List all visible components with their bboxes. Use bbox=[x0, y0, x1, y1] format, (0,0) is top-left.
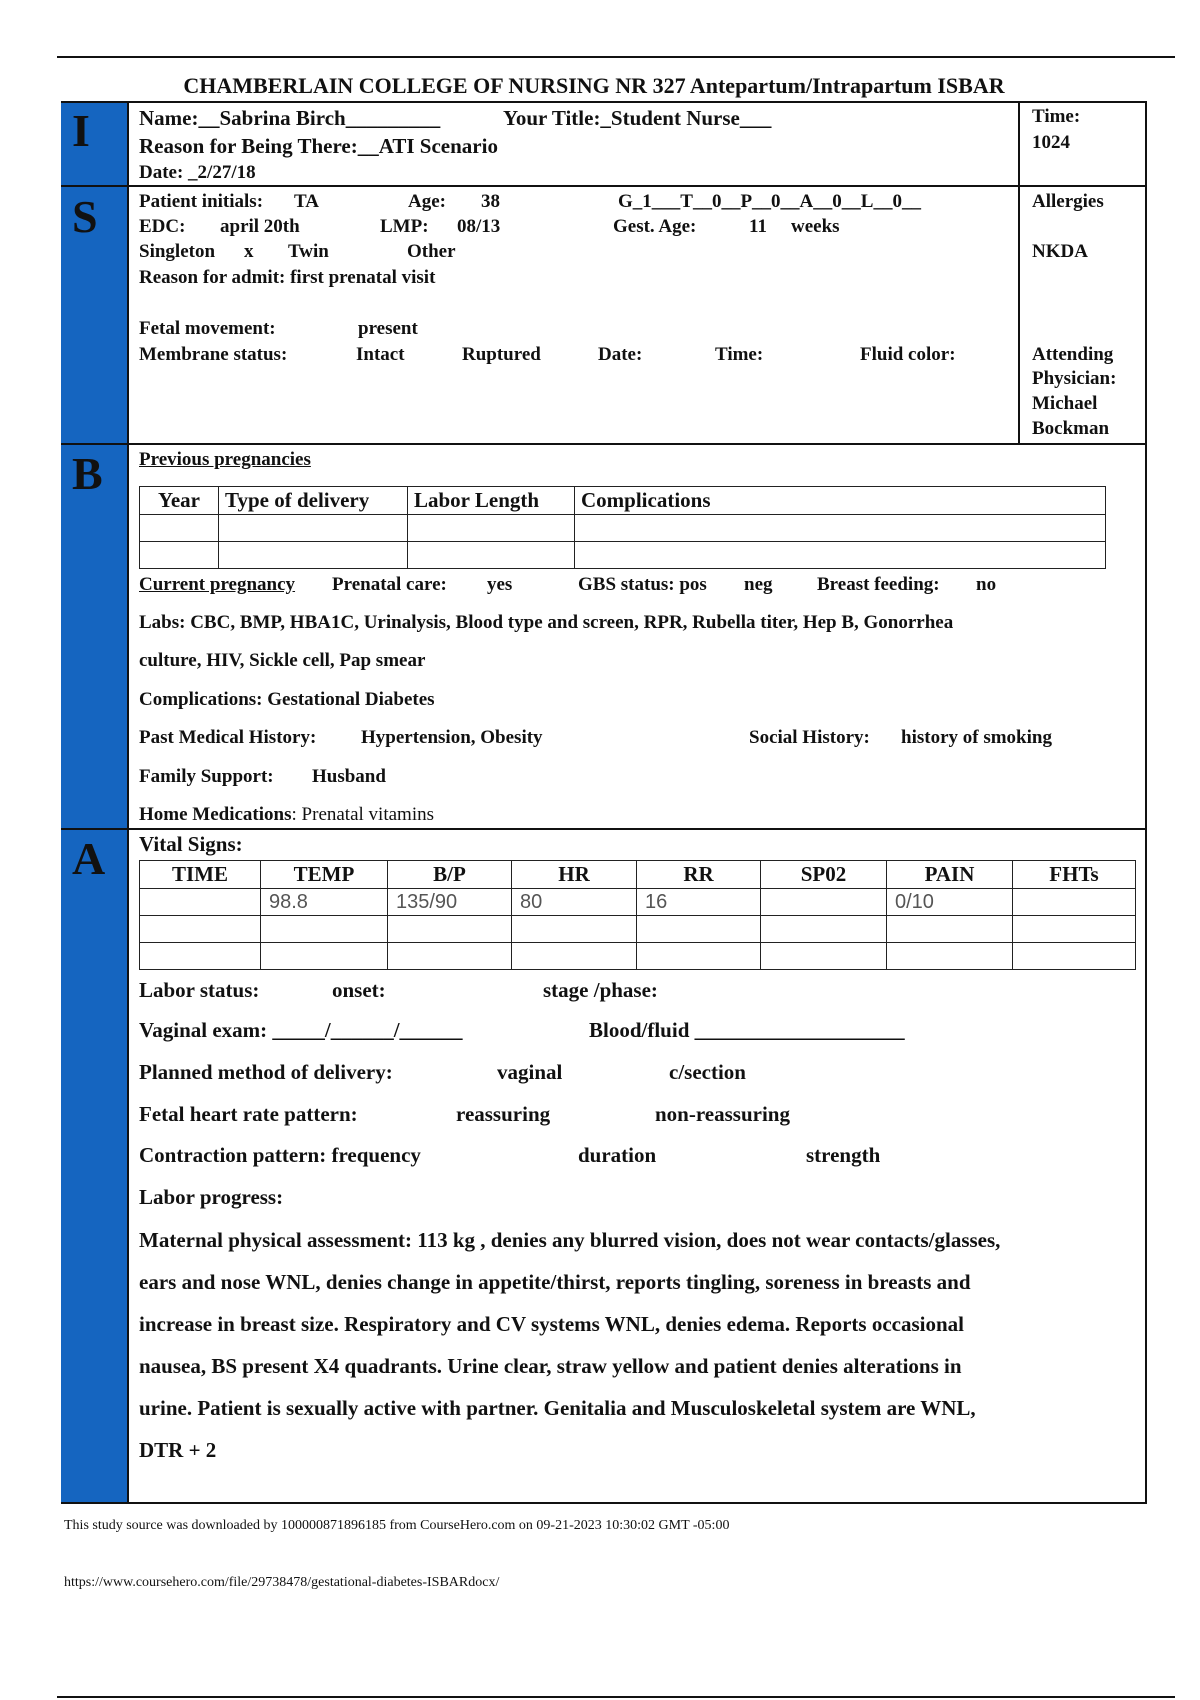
age-value: 38 bbox=[481, 191, 500, 212]
singleton-label: Singleton bbox=[139, 241, 216, 262]
table-row bbox=[140, 889, 1136, 916]
gbs-neg: neg bbox=[744, 574, 773, 595]
fetal-movement-label: Fetal movement: bbox=[139, 318, 276, 339]
complications-line: Complications: Gestational Diabetes bbox=[139, 689, 435, 710]
pmh-value: Hypertension, Obesity bbox=[361, 727, 543, 748]
membrane-label: Membrane status: bbox=[139, 344, 288, 365]
csection-option: c/section bbox=[669, 1060, 746, 1084]
your-title-line: Your Title:_Student Nurse___ bbox=[503, 106, 772, 130]
strength-label: strength bbox=[806, 1143, 881, 1167]
reason-line: Reason for Being There:__ATI Scenario bbox=[139, 134, 498, 158]
table-row bbox=[140, 542, 1106, 569]
top-rule bbox=[57, 56, 1175, 58]
vital-hr: 80 bbox=[512, 889, 637, 916]
social-history-label: Social History: bbox=[749, 727, 870, 748]
fhr-pattern-label: Fetal heart rate pattern: bbox=[139, 1102, 358, 1126]
lmp-value: 08/13 bbox=[457, 216, 501, 237]
family-support-label: Family Support: bbox=[139, 766, 274, 787]
time-label: Time: bbox=[1032, 106, 1081, 127]
prenatal-care-label: Prenatal care: bbox=[332, 574, 447, 595]
gbs-status: GBS status: pos bbox=[578, 574, 707, 595]
membrane-date-label: Date: bbox=[598, 344, 643, 365]
table-row bbox=[140, 916, 1136, 943]
home-meds-label: Home Medications bbox=[139, 804, 292, 825]
gest-age-unit: weeks bbox=[791, 216, 840, 237]
col-bp: B/P bbox=[388, 861, 512, 889]
labor-progress-label: Labor progress: bbox=[139, 1185, 284, 1209]
initials-label: Patient initials: bbox=[139, 191, 264, 212]
col-pain: PAIN bbox=[887, 861, 1013, 889]
singleton-mark: x bbox=[244, 241, 254, 262]
prenatal-care-value: yes bbox=[487, 574, 513, 595]
col-rr: RR bbox=[637, 861, 761, 889]
vital-bp: 135/90 bbox=[388, 889, 512, 916]
blood-fluid-line: Blood/fluid ____________________ bbox=[589, 1018, 905, 1042]
col-complications: Complications bbox=[575, 487, 1106, 515]
non-reassuring-option: non-reassuring bbox=[655, 1102, 790, 1126]
onset-label: onset: bbox=[332, 978, 386, 1002]
other-label: Other bbox=[407, 241, 456, 262]
maternal-line: DTR + 2 bbox=[139, 1438, 217, 1462]
maternal-line: Maternal physical assessment: 113 kg , denies any blurred vision, does not wear contacts/glasses, bbox=[139, 1228, 1001, 1252]
divider-i-s bbox=[61, 185, 1147, 187]
breast-feeding-label: Breast feeding: bbox=[817, 574, 940, 595]
section-bar-i bbox=[61, 103, 127, 185]
section-bar-a bbox=[61, 830, 127, 1502]
physician-first: Michael bbox=[1032, 393, 1098, 414]
fetal-movement-value: present bbox=[358, 318, 418, 339]
home-medications-line bbox=[139, 804, 434, 826]
stage-phase-label: stage /phase: bbox=[543, 978, 658, 1002]
date-line: Date: _2/27/18 bbox=[139, 162, 256, 183]
maternal-line: increase in breast size. Respiratory and CV systems WNL, denies edema. Reports occasional bbox=[139, 1312, 964, 1336]
vaginal-exam-line: Vaginal exam: _____/______/______ bbox=[139, 1018, 463, 1042]
vitals-header-row bbox=[140, 861, 1136, 889]
col-year: Year bbox=[140, 487, 219, 515]
vital-rr: 16 bbox=[637, 889, 761, 916]
vital-signs-table bbox=[139, 860, 1136, 970]
section-bar-b bbox=[61, 445, 127, 828]
vital-pain: 0/10 bbox=[887, 889, 1013, 916]
initials-value: TA bbox=[294, 191, 319, 212]
pmh-label: Past Medical History: bbox=[139, 727, 317, 748]
bottom-rule bbox=[57, 1696, 1175, 1698]
maternal-line: urine. Patient is sexually active with partner. Genitalia and Musculoskeletal system are WNL, bbox=[139, 1396, 976, 1420]
family-support-value: Husband bbox=[312, 766, 386, 787]
edc-value: april 20th bbox=[220, 216, 300, 237]
age-label: Age: bbox=[408, 191, 446, 212]
name-line: Name:__Sabrina Birch_________ bbox=[139, 106, 441, 130]
social-history-value: history of smoking bbox=[901, 727, 1052, 748]
letter-s: S bbox=[72, 191, 98, 242]
page-title: CHAMBERLAIN COLLEGE OF NURSING NR 327 Antepartum/Intrapartum ISBAR bbox=[183, 73, 1005, 98]
current-pregnancy-title: Current pregnancy bbox=[139, 574, 296, 595]
divider-s-b bbox=[61, 443, 1147, 445]
reassuring-option: reassuring bbox=[456, 1102, 551, 1126]
allergies-value: NKDA bbox=[1032, 241, 1088, 262]
table-header-row bbox=[140, 487, 1106, 515]
previous-pregnancies-table bbox=[139, 486, 1106, 569]
allergies-label: Allergies bbox=[1032, 191, 1104, 212]
vital-spo2 bbox=[761, 889, 887, 916]
gest-age-value: 11 bbox=[749, 216, 767, 237]
twin-label: Twin bbox=[288, 241, 329, 262]
col-spo2: SP02 bbox=[761, 861, 887, 889]
membrane-time-label: Time: bbox=[715, 344, 764, 365]
col-fhts: FHTs bbox=[1013, 861, 1136, 889]
letter-i: I bbox=[72, 105, 90, 156]
physician-label-1: Attending bbox=[1032, 344, 1114, 365]
physician-label-2: Physician: bbox=[1032, 368, 1117, 389]
lmp-label: LMP: bbox=[380, 216, 429, 237]
col-labor-length: Labor Length bbox=[408, 487, 575, 515]
gtpal-line: G_1___T__0__P__0__A__0__L__0__ bbox=[618, 191, 921, 212]
contraction-pattern-label: Contraction pattern: frequency bbox=[139, 1143, 421, 1167]
duration-label: duration bbox=[578, 1143, 657, 1167]
vital-signs-title: Vital Signs: bbox=[139, 832, 243, 856]
fluid-color-label: Fluid color: bbox=[860, 344, 956, 365]
reason-admit: Reason for admit: first prenatal visit bbox=[139, 267, 436, 288]
source-url[interactable]: https://www.coursehero.com/file/29738478/gestational-diabetes-ISBARdocx/ bbox=[64, 1575, 500, 1590]
vital-temp: 98.8 bbox=[261, 889, 388, 916]
table-row bbox=[140, 943, 1136, 970]
vital-fhts bbox=[1013, 889, 1136, 916]
maternal-line: ears and nose WNL, denies change in appetite/thirst, reports tingling, soreness in breasts and bbox=[139, 1270, 971, 1294]
vaginal-option: vaginal bbox=[497, 1060, 563, 1084]
labs-line-2: culture, HIV, Sickle cell, Pap smear bbox=[139, 650, 426, 671]
download-notice: This study source was downloaded by 100000871896185 from CourseHero.com on 09-21-2023 10:30:02 GMT -05:00 bbox=[64, 1518, 730, 1533]
col-type-of-delivery: Type of delivery bbox=[219, 487, 408, 515]
col-temp: TEMP bbox=[261, 861, 388, 889]
maternal-line: nausea, BS present X4 quadrants. Urine clear, straw yellow and patient denies alterations in bbox=[139, 1354, 962, 1378]
right-column-divider bbox=[1018, 101, 1020, 444]
ruptured-option: Ruptured bbox=[462, 344, 541, 365]
labor-status-label: Labor status: bbox=[139, 978, 260, 1002]
labs-line-1: Labs: CBC, BMP, HBA1C, Urinalysis, Blood type and screen, RPR, Rubella titer, Hep B, Gonorrhea bbox=[139, 612, 954, 633]
home-meds-value: : Prenatal vitamins bbox=[291, 804, 434, 825]
edc-label: EDC: bbox=[139, 216, 186, 237]
breast-feeding-value: no bbox=[976, 574, 997, 595]
table-row bbox=[140, 515, 1106, 542]
gest-age-label: Gest. Age: bbox=[613, 216, 697, 237]
time-value: 1024 bbox=[1032, 132, 1070, 153]
col-time: TIME bbox=[140, 861, 261, 889]
letter-a: A bbox=[72, 833, 106, 884]
divider-b-a bbox=[61, 828, 1147, 830]
maternal-assessment bbox=[139, 1219, 1139, 1471]
intact-option: Intact bbox=[356, 344, 405, 365]
letter-b: B bbox=[72, 448, 103, 499]
previous-pregnancies-title: Previous pregnancies bbox=[139, 449, 311, 470]
bar-divider bbox=[127, 101, 129, 1504]
planned-delivery-label: Planned method of delivery: bbox=[139, 1060, 393, 1084]
col-hr: HR bbox=[512, 861, 637, 889]
physician-last: Bockman bbox=[1032, 418, 1110, 439]
vital-time bbox=[140, 889, 261, 916]
